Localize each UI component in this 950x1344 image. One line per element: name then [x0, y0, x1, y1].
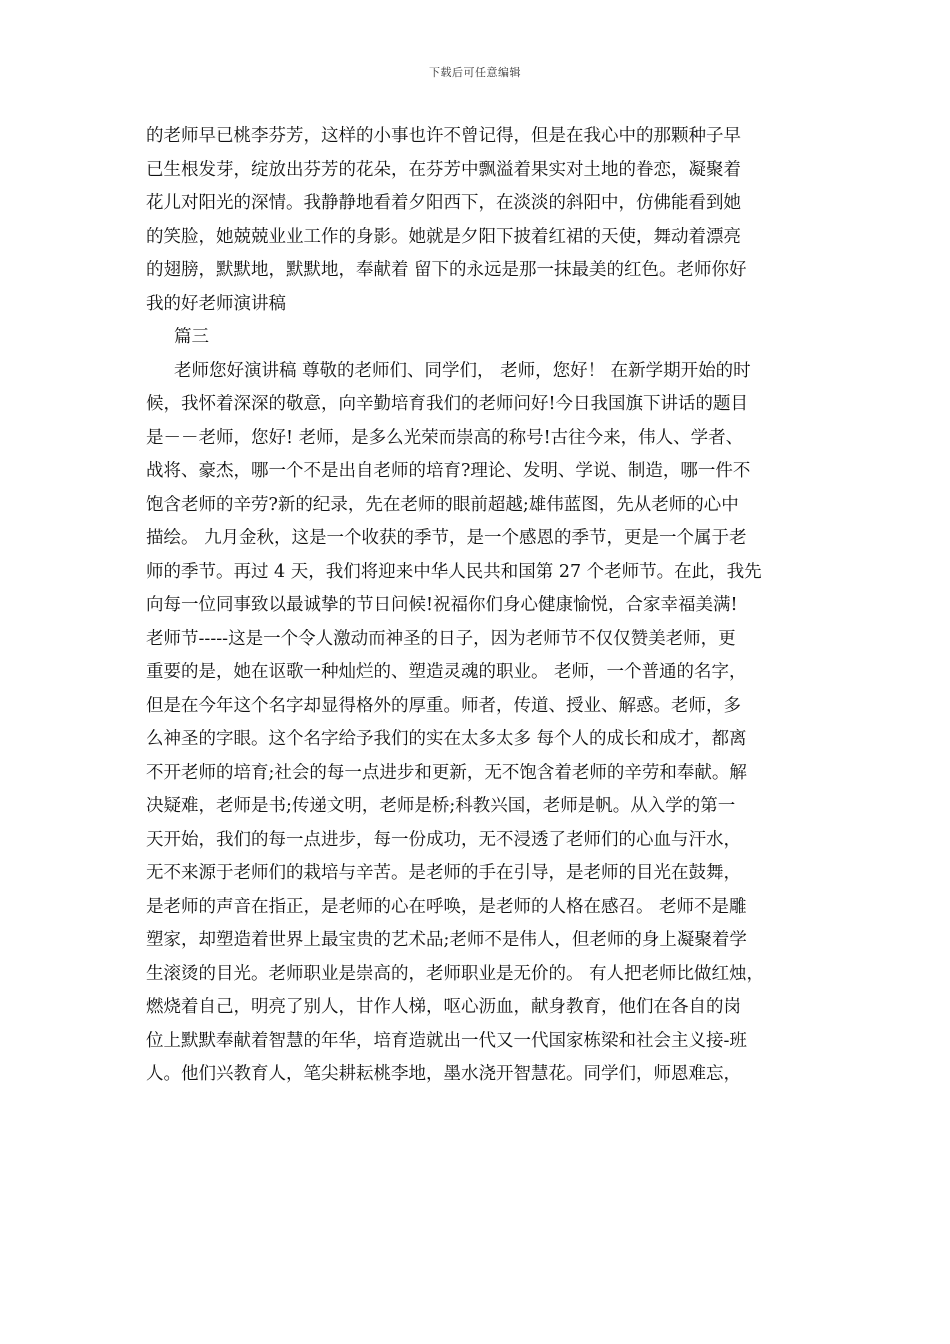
- text-line: 天开始，我们的每一点进步，每一份成功，无不浸透了老师们的心血与汗水，: [146, 829, 741, 850]
- text-line: 花儿对阳光的深情。我静静地看着夕阳西下，在淡淡的斜阳中，仿佛能看到她: [146, 193, 741, 213]
- text-line: 燃烧着自己，明亮了别人，甘作人梯，呕心沥血，献身教育，他们在各自的岗: [146, 997, 741, 1017]
- text-line: 我的好老师演讲稿: [146, 293, 286, 314]
- text-line: 决疑难，老师是书;传递文明，老师是桥;科教兴国，老师是帆。从入学的第一: [146, 796, 736, 816]
- text-line: 是－－老师，您好! 老师，是多么光荣而崇高的称号!古往今来，伟人、学者、: [146, 427, 744, 448]
- text-line: 重要的是，她在讴歌一种灿烂的、塑造灵魂的职业。 老师，一个普通的名字，: [146, 662, 747, 682]
- text-line: 是老师的声音在指正，是老师的心在呼唤，是老师的人格在感召。 老师不是雕: [146, 896, 747, 917]
- text-line: 描绘。 九月金秋，这是一个收获的季节，是一个感恩的季节，更是一个属于老: [146, 528, 747, 548]
- text-line: 么神圣的字眼。这个名字给予我们的实在太多太多 每个人的成长和成才，都离: [146, 729, 747, 749]
- text-line: 已生根发芽，绽放出芬芳的花朵，在芬芳中飘溢着果实对土地的眷恋，凝聚着: [146, 159, 741, 180]
- text-line: 候，我怀着深深的敬意，向辛勤培育我们的老师问好!今日我国旗下讲话的题目: [146, 394, 749, 414]
- text-line: 向每一位同事致以最诚挚的节日问候!祝福你们身心健康愉悦，合家幸福美满!: [146, 595, 738, 615]
- text-line: 位上默默奉献着智慧的年华，培育造就出一代又一代国家栋梁和社会主义接-班: [146, 1030, 747, 1051]
- text-line: 不开老师的培育;社会的每一点进步和更新，无不饱含着老师的辛劳和奉献。解: [146, 762, 747, 783]
- text-line: 师的季节。再过 4 天，我们将迎来中华人民共和国第 27 个老师节。在此，我先: [146, 561, 762, 582]
- text-line: 人。他们兴教育人，笔尖耕耘桃李地，墨水浇开智慧花。同学们，师恩难忘，: [146, 1064, 741, 1084]
- page-header: 下载后可任意编辑: [429, 66, 521, 79]
- text-line: 的翅膀，默默地，默默地，奉献着 留下的永远是那一抹最美的红色。老师你好: [146, 260, 747, 280]
- text-line: 的老师早已桃李芬芳，这样的小事也许不曾记得，但是在我心中的那颗种子早: [146, 126, 741, 146]
- section-heading: 篇三: [174, 327, 209, 347]
- text-line: 生滚烫的目光。老师职业是崇高的，老师职业是无价的。 有人把老师比做红烛，: [146, 963, 765, 984]
- text-line: 老师节-----这是一个令人激动而神圣的日子，因为老师节不仅仅赞美老师，更: [146, 628, 736, 649]
- paragraph-start-line: 老师您好演讲稿 尊敬的老师们、同学们， 老师，您好！ 在新学期开始的时: [174, 360, 751, 381]
- text-line: 但是在今年这个名字却显得格外的厚重。师者，传道、授业、解惑。老师，多: [146, 695, 741, 716]
- text-line: 塑家，却塑造着世界上最宝贵的艺术品;老师不是伟人，但老师的身上凝聚着学: [146, 930, 747, 950]
- text-line: 的笑脸，她兢兢业业工作的身影。她就是夕阳下披着红裙的天使，舞动着漂亮: [146, 226, 741, 247]
- document-body: [146, 120, 806, 1092]
- text-line: 饱含老师的辛劳?新的纪录，先在老师的眼前超越;雄伟蓝图，先从老师的心中: [146, 494, 739, 515]
- text-line: 战将、豪杰，哪一个不是出自老师的培育?理论、发明、学说、制造，哪一件不: [146, 461, 751, 481]
- text-line: 无不来源于老师们的栽培与辛苦。是老师的手在引导，是老师的目光在鼓舞，: [146, 863, 741, 883]
